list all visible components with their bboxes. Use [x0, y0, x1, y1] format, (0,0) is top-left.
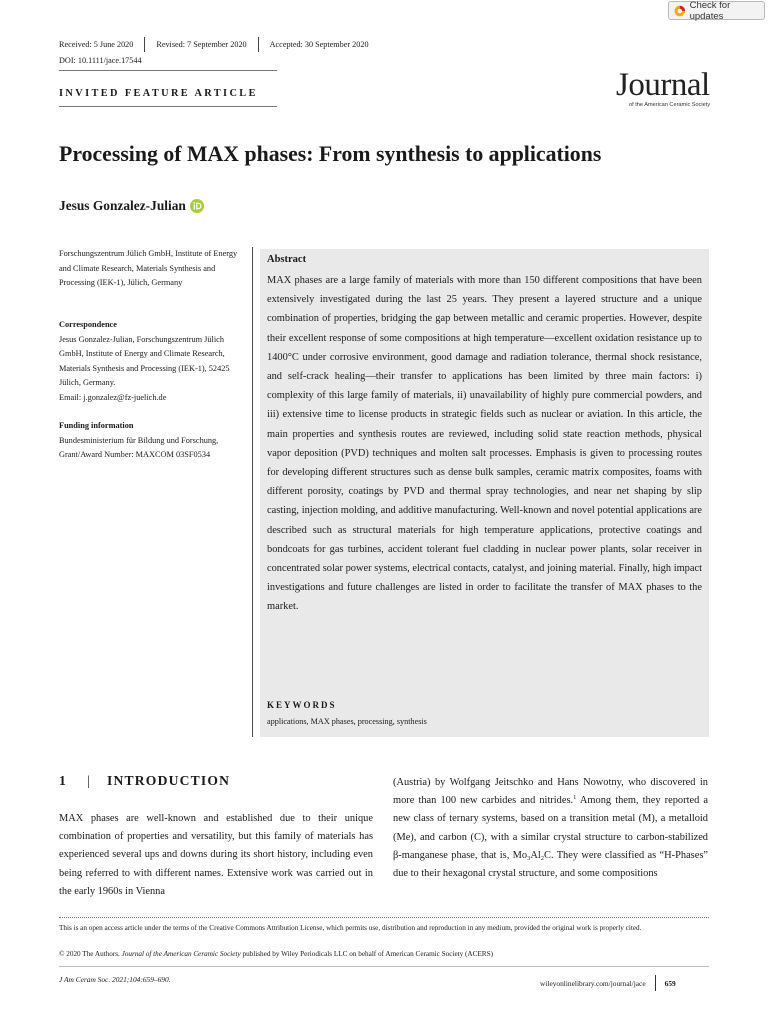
journal-url[interactable]: wileyonlinelibrary.com/journal/jace	[540, 978, 646, 988]
check-for-updates-label: Check for updates	[689, 0, 731, 22]
keywords: applications, MAX phases, processing, synthesis	[267, 717, 427, 726]
author-name[interactable]: Jesus Gonzalez-Julian	[59, 198, 186, 213]
funding-block	[59, 419, 245, 463]
citation: J Am Ceram Soc. 2021;104:659–690.	[59, 975, 171, 984]
crossmark-icon	[674, 5, 686, 17]
journal-logo-word: Journal	[616, 67, 710, 103]
section-number: 1	[59, 773, 67, 788]
date-divider	[258, 37, 259, 52]
correspondence-email[interactable]: Email: j.gonzalez@fz-juelich.de	[59, 392, 167, 402]
accepted-date: Accepted: 30 September 2020	[269, 40, 369, 49]
section-label: INVITED FEATURE ARTICLE	[59, 88, 258, 99]
received-date: Received: 5 June 2020	[59, 40, 134, 49]
abstract-box	[260, 249, 709, 737]
footer-right	[540, 975, 676, 991]
reference-link[interactable]: 1	[573, 794, 577, 802]
license-note: This is an open access article under the terms of the Creative Commons Attribution License, which permits use, distribution and reproduction in any medium, provided the original work is properly cited.	[59, 924, 642, 932]
abstract-text: MAX phases are a large family of materials with more than 150 different compositions that have been extensively investigated during the last 25 years. They present a layered structure and a unique combination of properties, bridging the gap between metallic and ceramic properties. However, despite their excellent response of some compositions at high temperature—excellent oxidation resistance up to 1400°C under corrosive environment, good damage and radiation tolerance, thermal shock resistance, and self-crack healing—their transfer to applications has been limited by three main factors: i) complexity of this large family of materials, ii) unavailability of highly pure commercial powders, and iii) extensive time to license products in strategic fields such as nuclear or aviation. In this article, the main properties and synthesis routes are reviewed, including solid state reaction methods, physical vapor deposition (PVD) techniques and molten salt processes. Emphasis is given to processing routes for developing different structures such as dense bulk samples, ceramic matrix composites, foams with different porosity, coatings by PVD and thermal spray technologies, and near net shaping by slip casting, injection molding, and additive manufacturing. Well-known and novel potential applications are described such as structural materials for high temperature applications, protective coatings and bondcoats for gas turbines, accident tolerant fuel cladding in nuclear power plants, solar receiver in concentrated solar power systems, electrical contacts, catalyst, and joining material. Finally, high impact investigations and future challenges are listed in order to facilitate the transfer of MAX phases to the market.	[267, 275, 702, 613]
footer-rule	[59, 966, 709, 967]
header-rule	[59, 70, 277, 71]
keywords-heading: KEYWORDS	[267, 700, 337, 710]
doi[interactable]: DOI: 10.1111/jace.17544	[59, 56, 142, 65]
correspondence-block	[59, 318, 245, 406]
article-title: Processing of MAX phases: From synthesis to applications	[59, 142, 602, 166]
funding-heading: Funding information	[59, 421, 134, 430]
page-number: 659	[664, 978, 676, 988]
article-dates	[59, 37, 380, 52]
correspondence-heading: Correspondence	[59, 320, 117, 329]
check-for-updates-button[interactable]	[668, 1, 765, 20]
date-divider	[144, 37, 145, 52]
intro-column-right: (Austria) by Wolfgang Jeitschko and Hans Nowotny, who discovered in more than 100 new carbides and nitrides.$^1$ Among them, they reported a new class of ternary systems, based on a transition metal (M), a metalloid (Me), and carbon (C), with a similar crystal structure to carbon-stabilized β-manganese phase, that is, $Mo_3Al_2C$. They were classified as “H-Phases” due to their hexagonal crystal structure, and some compositions	[393, 777, 708, 880]
abstract-divider	[252, 247, 253, 737]
orcid-icon[interactable]	[190, 199, 204, 213]
revised-date: Revised: 7 September 2020	[156, 40, 247, 49]
section-divider: |	[87, 773, 91, 788]
footer-divider	[655, 975, 656, 991]
intro-column-left: MAX phases are well-known and established due to their unique combination of properties and versatility, but this family of materials has experienced several ups and downs during its short history, including even being referred to with different names. Extensive work was carried out in the early 1960s in Vienna	[59, 813, 373, 897]
journal-logo-subtitle: of the American Ceramic Society	[629, 102, 711, 108]
introduction-heading	[59, 773, 230, 789]
journal-logo	[616, 66, 712, 112]
footnote-rule	[59, 917, 709, 918]
section-title: INTRODUCTION	[107, 773, 231, 788]
header-rule	[59, 106, 277, 107]
abstract-heading: Abstract	[267, 254, 307, 265]
author-line	[59, 198, 204, 214]
affiliation: Forschungszentrum Jülich GmbH, Institute of Energy and Climate Research, Materials Synthesis and Processing (IEK-1), Jülich, Germany	[59, 249, 238, 288]
copyright-note: © 2020 The Authors. Journal of the American Ceramic Society published by Wiley Periodicals LLC on behalf of American Ceramic Society (ACERS)	[59, 950, 493, 958]
funding-text: Bundesministerium für Bildung und Forschung, Grant/Award Number: MAXCOM 03SF0534	[59, 435, 219, 460]
correspondence-text: Jesus Gonzalez-Julian, Forschungszentrum Jülich GmbH, Institute of Energy and Climate Research, Materials Synthesis and Processing (IEK-1), 52425 Jülich, Germany.	[59, 334, 230, 388]
